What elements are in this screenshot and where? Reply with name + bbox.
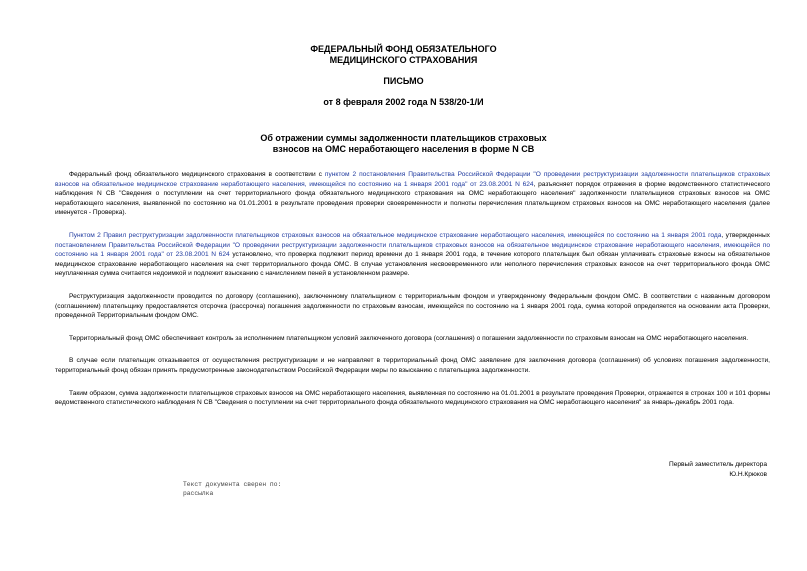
doc-date: от 8 февраля 2002 года N 538/20-1/И: [323, 97, 484, 107]
verification-note: [183, 480, 281, 498]
signature-block: [567, 460, 767, 480]
link-postanovlenie[interactable]: постановлением Правительства Российской Федерации "О проведении реструктуризации задолженности плательщиков страховых взносов на обязательное медицинское страхование неработающего населения, имеющейся по состоянию на 1 января 2001 года" от 23.08.2001 N 624: [55, 241, 770, 259]
document-body: [55, 170, 770, 421]
paragraph-1-text-b: , разъясняет порядок отражения в форме ведомственного статистического наблюдения N СВ "Сведения о поступлении на счет территориального фонда обязательного медицинского страхования на ОМС неработающего населения" задолженности плательщиков страховых взносов на ОМС неработающего населения, выявленной по состоянию на 01.01.2001 в результате проведения проверки своевременности и полноты перечисления плательщиком страховых взносов на ОМС неработающего населения (далее именуется - Проверка).: [55, 180, 771, 217]
paragraph-3: Реструктуризация задолженности проводится по договору (соглашению), заключенному плательщиком с территориальным фондом и утвержденному Федеральным фондом ОМС. В соответствии с названным договором (соглашением) плательщику предоставляется отсрочка (рассрочка) погашения задолженности по страховым взносам, имеющейся по состоянию на 1 января 2001 года, сумма которой определяется на основании акта Проверки, проведенной Территориальным фондом ОМС.: [55, 292, 770, 320]
paragraph-2-text-b: установлено, что проверка подлежит период времени до 1 января 2001 года, в течение которого плательщик был обязан уплачивать страховые взносы на обязательное медицинское страхование неработающего населения на счет территориального фонда ОМС. В случае установления несвоевременного или неполного перечисления страховых взносов на счет территориального фонда ОМС неуплаченная сумма считается недоимкой и подлежит взысканию с начислением пеней в установленном размере.: [55, 251, 770, 278]
doc-type: ПИСЬМО: [383, 76, 424, 86]
paragraph-5: В случае если плательщик отказывается от осуществления реструктуризации и не направляет в территориальный фонд ОМС заявление для заключения договора (соглашения) об условиях погашения задолженности, территориальный фонд обязан принять предусмотренные законодательством Российской Федерации меры по взысканию с плательщика задолженности.: [55, 357, 770, 374]
paragraph-1: [55, 170, 770, 218]
verification-note-line2: рассылка: [183, 490, 214, 497]
paragraph-1-text-a: Федеральный фонд обязательного медицинского страхования в соответствии с: [69, 171, 325, 178]
link-postanovlenie-p2[interactable]: пунктом 2 постановления Правительства Российской Федерации "О проведении реструктуризации задолженности плательщиков страховых взносов на обязательное медицинское страхование неработающего населения, имеющейся по состоянию на 1 января 2001 года" от 23.08.2001 N 624: [55, 171, 770, 188]
paragraph-2-text-a: , утвержденных: [721, 231, 770, 239]
document-header: [0, 44, 807, 108]
paragraph-6: Таким образом, сумма задолженности плательщиков страховых взносов на ОМС неработающего населения, выявленная по состоянию на 01.01.2001 в результате проведения Проверки, отражается в строках 100 и 101 формы ведомственного статистического наблюдения N СВ "Сведения о поступлении на счет территориального фонда обязательного медицинского страхования на ОМС неработающего населения" за январь-декабрь 2001 года.: [55, 389, 770, 407]
link-pravila-p2[interactable]: Пунктом 2 Правил реструктуризации задолженности плательщиков страховых взносов на обязательное медицинское страхование неработающего населения, имеющейся по состоянию на 1 января 2001 года: [69, 231, 722, 239]
paragraph-4: Территориальный фонд ОМС обеспечивает контроль за исполнением плательщиком условий заключенного договора (соглашения) о погашении задолженности по страховым взносам на ОМС неработающего населения.: [69, 334, 749, 342]
signatory-name: Ю.Н.Крюков: [729, 471, 767, 478]
signatory-position: Первый заместитель директора: [668, 461, 767, 468]
org-name-line2: МЕДИЦИНСКОГО СТРАХОВАНИЯ: [329, 55, 478, 65]
paragraph-2: [55, 231, 770, 279]
subject-line1: Об отражении суммы задолженности плательщиков страховых: [260, 133, 547, 143]
verification-note-line1: Текст документа сверен по:: [183, 481, 282, 488]
document-subject: [0, 133, 807, 155]
subject-line2: взносов на ОМС неработающего населения в форме N СВ: [272, 144, 535, 154]
org-name-line1: ФЕДЕРАЛЬНЫЙ ФОНД ОБЯЗАТЕЛЬНОГО: [310, 44, 497, 54]
